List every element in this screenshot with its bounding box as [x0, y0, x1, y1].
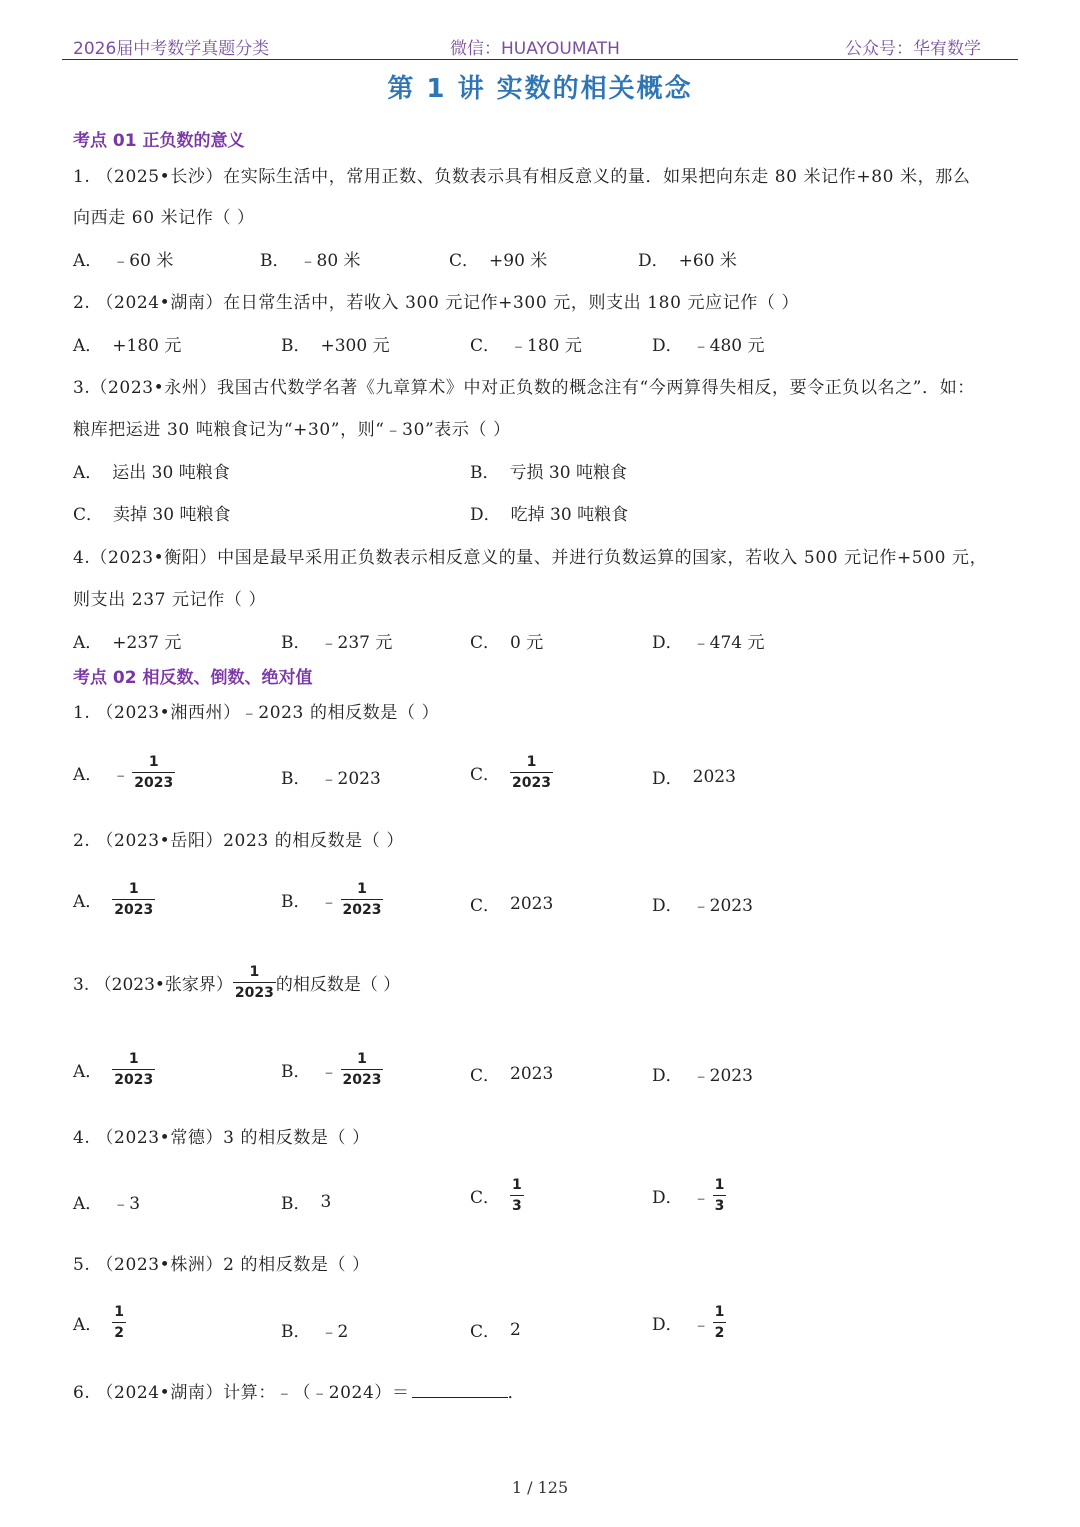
numerator: 1: [249, 964, 260, 980]
option-label: C．: [73, 505, 104, 525]
question-line: 1. （2025•长沙）在实际生活中，常用正数、负数表示具有相反意义的量．如果把向东走 80 米记作+80 米，那么: [73, 167, 971, 187]
denominator: 2023: [132, 772, 175, 790]
minus-sign: ﹣: [320, 892, 338, 912]
denominator: 3: [510, 1195, 524, 1213]
numerator: 1: [526, 754, 537, 770]
option-label: A．: [73, 1315, 103, 1335]
option-label: B．: [281, 1194, 311, 1214]
option-d: [652, 1305, 726, 1340]
question-line: 2. （2023•岳阳）2023 的相反数是（ ）: [73, 831, 404, 851]
option-b: [281, 1052, 383, 1087]
section-2-title: 考点 02 相反数、倒数、绝对值: [73, 668, 313, 688]
option-d: [652, 891, 753, 916]
option-c: [73, 500, 230, 525]
option-a: [73, 458, 230, 483]
option-b: [281, 628, 392, 653]
option-text: +180 元: [112, 336, 182, 356]
option-label: B．: [281, 633, 311, 653]
option-a: [73, 882, 155, 917]
numerator: 1: [512, 1177, 522, 1193]
minus-sign: ﹣: [320, 1062, 338, 1082]
denominator: 2023: [341, 899, 384, 917]
option-c: [470, 331, 582, 356]
option-d: [652, 628, 765, 653]
numerator: 1: [128, 1051, 139, 1067]
option-c: [449, 246, 547, 271]
question-prefix: 3. （2023•张家界）: [73, 975, 233, 995]
denominator: 2023: [233, 982, 276, 1000]
option-text: ﹣2: [320, 1322, 349, 1342]
option-text: +237 元: [112, 633, 182, 653]
option-b: [281, 331, 390, 356]
question-line: [73, 965, 400, 1000]
fraction: [713, 1305, 727, 1340]
question-suffix: ．: [507, 1383, 526, 1403]
option-text: ﹣480 元: [692, 336, 765, 356]
option-label: D．: [652, 633, 683, 653]
option-a: [73, 331, 181, 356]
numerator: 1: [357, 1051, 367, 1067]
option-label: B．: [281, 1322, 311, 1342]
option-label: C．: [449, 251, 480, 271]
option-label: C．: [470, 1322, 501, 1342]
question-suffix: 的相反数是（ ）: [275, 975, 401, 995]
option-text: +90 米: [489, 251, 548, 271]
denominator: 2023: [112, 899, 155, 917]
numerator: 1: [148, 754, 159, 770]
numerator: 1: [714, 1177, 725, 1193]
denominator: 2: [713, 1322, 727, 1340]
option-label: A．: [73, 1062, 103, 1082]
option-c: [470, 1178, 524, 1213]
option-label: A．: [73, 1194, 103, 1214]
header-center: 微信：HUAYOUMATH: [450, 39, 620, 59]
option-label: D．: [652, 1315, 683, 1335]
fraction: [112, 1052, 155, 1087]
fraction: [510, 755, 553, 790]
option-label: D．: [652, 896, 683, 916]
fraction: [341, 882, 384, 917]
question-line: 2. （2024•湖南）在日常生活中，若收入 300 元记作+300 元，则支出 180 元应记作（ ）: [73, 293, 800, 313]
denominator: 2023: [510, 772, 553, 790]
section-1-title: 考点 01 正负数的意义: [73, 131, 245, 151]
option-label: B．: [281, 892, 311, 912]
option-label: C．: [470, 765, 501, 785]
question-line: 1. （2023•湘西州）﹣2023 的相反数是（ ）: [73, 703, 440, 723]
option-text: 运出 30 吨粮食: [112, 463, 230, 483]
option-text: +60 米: [678, 251, 737, 271]
lesson-title: 第 1 讲 实数的相关概念: [387, 74, 693, 104]
option-text: +300 元: [320, 336, 390, 356]
option-b: [470, 458, 627, 483]
option-label: D．: [652, 1066, 683, 1086]
option-label: C．: [470, 633, 501, 653]
denominator: 2023: [341, 1069, 384, 1087]
option-label: A．: [73, 633, 103, 653]
page-number: 1 / 125: [511, 1478, 569, 1497]
option-b: [281, 1317, 348, 1342]
header-left: 2026届中考数学真题分类: [73, 39, 270, 59]
option-text: 卖掉 30 吨粮食: [113, 505, 231, 525]
option-label: A．: [73, 463, 103, 483]
header-right: 公众号：华宥数学: [845, 39, 981, 59]
option-text: 2023: [510, 893, 554, 914]
option-text: 亏损 30 吨粮食: [509, 463, 627, 483]
denominator: 2023: [112, 1069, 155, 1087]
fraction: [233, 965, 276, 1000]
option-text: ﹣2023: [692, 1066, 753, 1086]
option-text: ﹣180 元: [510, 336, 582, 356]
option-label: B．: [281, 1062, 311, 1082]
option-b: [281, 764, 381, 789]
option-text: ﹣3: [112, 1194, 141, 1214]
option-text: ﹣2023: [320, 769, 381, 789]
option-a: [73, 246, 173, 271]
option-c: [470, 1317, 521, 1342]
option-label: C．: [470, 1066, 501, 1086]
option-label: A．: [73, 251, 103, 271]
option-c: [470, 1061, 553, 1086]
numerator: 1: [357, 881, 367, 897]
question-prefix: 6. （2024•湖南）计算：﹣（﹣2024）＝: [73, 1383, 410, 1403]
option-label: B．: [281, 336, 311, 356]
fraction: [132, 755, 175, 790]
option-label: B．: [281, 769, 311, 789]
option-d: [470, 500, 628, 525]
option-text: ﹣60 米: [112, 251, 174, 271]
option-label: C．: [470, 896, 501, 916]
option-label: D．: [652, 1188, 683, 1208]
option-label: D．: [470, 505, 501, 525]
minus-sign: ﹣: [692, 1315, 710, 1335]
option-c: [470, 755, 553, 790]
option-d: [652, 1178, 726, 1213]
option-label: A．: [73, 336, 103, 356]
minus-sign: ﹣: [692, 1188, 710, 1208]
option-d: [652, 331, 765, 356]
question-line: 3.（2023•永州）我国古代数学名著《九章算术》中对正负数的概念注有“今两算得失相反，要令正负以名之”．如：: [73, 378, 975, 398]
fraction: [341, 1052, 384, 1087]
option-text: ﹣474 元: [692, 633, 765, 653]
option-d: [652, 1061, 753, 1086]
option-label: D．: [652, 769, 683, 789]
option-d: [652, 764, 736, 789]
option-label: B．: [260, 251, 290, 271]
minus-sign: ﹣: [112, 765, 130, 785]
answer-blank[interactable]: [412, 1383, 508, 1398]
option-a: [73, 628, 181, 653]
fraction: [112, 882, 155, 917]
option-b: [260, 246, 361, 271]
option-label: D．: [638, 251, 669, 271]
question-line: 粮库把运进 30 吨粮食记为“+30”，则“﹣30”表示（ ）: [73, 420, 511, 440]
fraction: [713, 1178, 727, 1213]
option-text: 2023: [510, 1063, 554, 1084]
denominator: 3: [713, 1195, 727, 1213]
question-line: [73, 1378, 525, 1403]
option-a: [73, 1052, 155, 1087]
option-label: B．: [470, 463, 500, 483]
option-text: 0 元: [510, 633, 544, 653]
option-text: 2: [510, 1319, 521, 1340]
fraction: [510, 1178, 524, 1213]
numerator: 1: [128, 881, 139, 897]
option-label: A．: [73, 892, 103, 912]
question-line: 4.（2023•衡阳）中国是最早采用正负数表示相反意义的量、并进行负数运算的国家，若收入 500 元记作+500 元，: [73, 548, 988, 568]
question-line: 则支出 237 元记作（ ）: [73, 590, 267, 610]
fraction: [112, 1305, 126, 1340]
option-text: 3: [320, 1191, 332, 1212]
numerator: 1: [714, 1304, 725, 1320]
option-b: [281, 882, 383, 917]
option-d: [638, 246, 737, 271]
option-b: [281, 1189, 331, 1214]
option-label: A．: [73, 765, 103, 785]
header-rule: [62, 59, 1018, 60]
question-line: 向西走 60 米记作（ ）: [73, 208, 255, 228]
option-label: C．: [470, 1188, 501, 1208]
option-a: [73, 1189, 140, 1214]
question-line: 4. （2023•常德）3 的相反数是（ ）: [73, 1128, 370, 1148]
numerator: 1: [114, 1304, 125, 1320]
option-label: D．: [652, 336, 683, 356]
option-text: 2023: [692, 766, 736, 787]
option-c: [470, 628, 543, 653]
option-label: C．: [470, 336, 501, 356]
option-text: ﹣80 米: [299, 251, 361, 271]
question-line: 5. （2023•株洲）2 的相反数是（ ）: [73, 1255, 370, 1275]
option-a: [73, 1305, 126, 1340]
denominator: 2: [112, 1322, 126, 1340]
option-text: ﹣2023: [692, 896, 753, 916]
option-a: [73, 755, 175, 790]
option-text: 吃掉 30 吨粮食: [510, 505, 629, 525]
option-text: ﹣237 元: [320, 633, 393, 653]
option-c: [470, 891, 553, 916]
